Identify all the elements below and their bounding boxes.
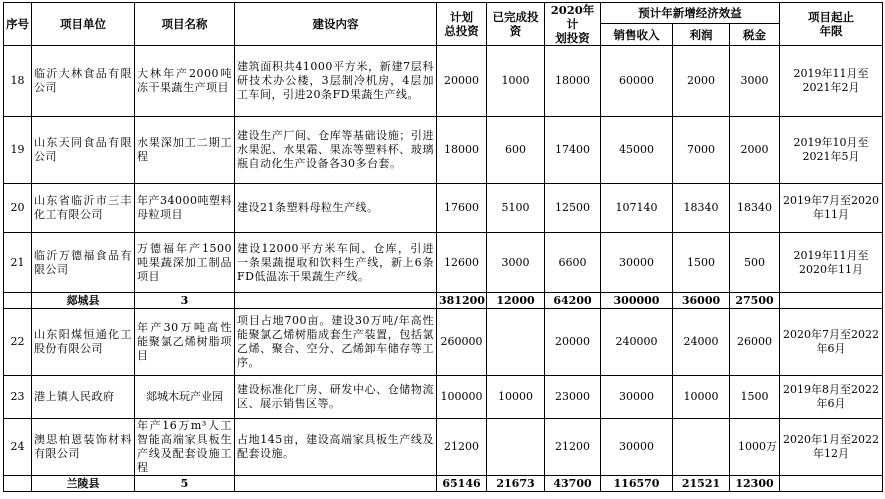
cell-seq: 21 (4, 233, 32, 293)
cell-tax: 18340 (730, 184, 780, 233)
cell-unit: 临沂万德福食品有限公司 (32, 233, 135, 293)
cell-period: 2019年7月至2020年11月 (780, 184, 883, 233)
cell-profit: 21521 (673, 476, 730, 492)
cell-profit: 24000 (673, 309, 730, 376)
cell-completed (487, 309, 545, 376)
table-row (4, 184, 883, 233)
cell-profit: 1500 (673, 233, 730, 293)
header-tax: 税金 (730, 24, 780, 46)
cell-plan-total: 20000 (437, 46, 487, 117)
cell-plan-total: 21200 (437, 419, 487, 476)
cell-completed: 10000 (487, 376, 545, 419)
cell-sales: 45000 (601, 117, 673, 184)
table-row (4, 117, 883, 184)
cell-unit: 山东天同食品有限公司 (32, 117, 135, 184)
cell-plan-2020: 18000 (545, 46, 601, 117)
cell-name: 年产30万吨高性能聚氯乙烯树脂项目 (135, 309, 235, 376)
cell-plan-2020: 12500 (545, 184, 601, 233)
cell-period: 2019年10月至2021年5月 (780, 117, 883, 184)
cell-completed: 5100 (487, 184, 545, 233)
cell-profit: 10000 (673, 376, 730, 419)
cell-unit: 山东省临沂市三丰化工有限公司 (32, 184, 135, 233)
cell-tax: 500 (730, 233, 780, 293)
header-benefit-group: 预计年新增经济效益 (601, 3, 780, 24)
cell-tax: 2000 (730, 117, 780, 184)
cell-completed: 1000 (487, 46, 545, 117)
cell-unit: 港上镇人民政府 (32, 376, 135, 419)
table-row (4, 309, 883, 376)
cell-seq: 20 (4, 184, 32, 233)
cell-sales: 107140 (601, 184, 673, 233)
cell-seq: 23 (4, 376, 32, 419)
cell-plan-total: 260000 (437, 309, 487, 376)
header-plan-total: 计划 总投资 (437, 3, 487, 46)
investment-table (3, 2, 883, 492)
cell-seq: 18 (4, 46, 32, 117)
cell-period: 2019年11月至2021年2月 (780, 46, 883, 117)
cell-plan-2020: 64200 (545, 293, 601, 309)
cell-sales: 116570 (601, 476, 673, 492)
header-profit: 利润 (673, 24, 730, 46)
cell-tax: 1500 (730, 376, 780, 419)
cell-sales: 30000 (601, 376, 673, 419)
cell-unit: 澳思柏恩装饰材料有限公司 (32, 419, 135, 476)
cell-seq: 22 (4, 309, 32, 376)
cell-plan-total: 12600 (437, 233, 487, 293)
cell-completed: 600 (487, 117, 545, 184)
cell-content: 建设生产厂间、仓库等基础设施；引进水果泥、水果霜、果冻等塑料杯、玻璃瓶自动化生产设备各30多台套。 (235, 117, 437, 184)
cell-name: 郯城木玩产业园 (135, 376, 235, 419)
table-row (4, 376, 883, 419)
cell-plan-total: 18000 (437, 117, 487, 184)
cell-period: 2019年8月至2022年6月 (780, 376, 883, 419)
cell-tax: 12300 (730, 476, 780, 492)
cell-tax: 3000 (730, 46, 780, 117)
cell-profit (673, 419, 730, 476)
cell-name: 年产16万m³人工智能高端家具板生产线及配套设施工程 (135, 419, 235, 476)
header-completed: 已完成投 资 (487, 3, 545, 46)
cell-name: 大林年产2000吨冻干果蔬生产项目 (135, 46, 235, 117)
header-plan-2020: 2020年计 划投资 (545, 3, 601, 46)
cell-profit: 18340 (673, 184, 730, 233)
table-row (4, 46, 883, 117)
subtotal-count: 3 (135, 293, 235, 309)
cell-content: 建设12000平方米车间、仓库，引进一条果蔬提取和饮料生产线，新上6条FD低温冻干果蔬生产线。 (235, 233, 437, 293)
cell-content: 建筑面积共41000平方米，新建7层科研技术办公楼，3层制冷机房，4层加工车间，引进20条FD果蔬生产线。 (235, 46, 437, 117)
cell-tax: 1000万 (730, 419, 780, 476)
header-content: 建设内容 (235, 3, 437, 46)
cell-seq: 24 (4, 419, 32, 476)
cell-plan-total: 381200 (437, 293, 487, 309)
header-unit: 项目单位 (32, 3, 135, 46)
cell-name: 水果深加工二期工程 (135, 117, 235, 184)
cell-profit: 7000 (673, 117, 730, 184)
subtotal-row (4, 293, 883, 309)
subtotal-count: 5 (135, 476, 235, 492)
cell-tax: 27500 (730, 293, 780, 309)
cell-plan-2020: 23000 (545, 376, 601, 419)
cell-content: 占地145亩，建设高端家具板生产线及配套设施。 (235, 419, 437, 476)
subtotal-row (4, 476, 883, 492)
cell-profit: 2000 (673, 46, 730, 117)
cell-plan-2020: 20000 (545, 309, 601, 376)
cell-content: 建设21条塑料母粒生产线。 (235, 184, 437, 233)
table-row (4, 233, 883, 293)
table-row (4, 419, 883, 476)
cell-content: 建设标准化厂房、研发中心、仓储物流区、展示销售区等。 (235, 376, 437, 419)
cell-plan-total: 100000 (437, 376, 487, 419)
cell-sales: 30000 (601, 233, 673, 293)
cell-plan-2020: 17400 (545, 117, 601, 184)
cell-plan-2020: 6600 (545, 233, 601, 293)
cell-sales: 60000 (601, 46, 673, 117)
cell-plan-total: 65146 (437, 476, 487, 492)
cell-name: 万德福年产1500吨果蔬深加工制品项目 (135, 233, 235, 293)
cell-plan-2020: 43700 (545, 476, 601, 492)
cell-period: 2020年1月至2022年12月 (780, 419, 883, 476)
header-period: 项目起止 年限 (780, 3, 883, 46)
cell-name: 年产34000吨塑料母粒项目 (135, 184, 235, 233)
cell-unit: 山东阳煤恒通化工股份有限公司 (32, 309, 135, 376)
cell-plan-total: 17600 (437, 184, 487, 233)
cell-seq: 19 (4, 117, 32, 184)
cell-completed: 21673 (487, 476, 545, 492)
cell-profit: 36000 (673, 293, 730, 309)
header-sales: 销售收入 (601, 24, 673, 46)
cell-sales: 300000 (601, 293, 673, 309)
cell-completed: 12000 (487, 293, 545, 309)
cell-period: 2020年7月至2022年6月 (780, 309, 883, 376)
header-name: 项目名称 (135, 3, 235, 46)
cell-completed: 3000 (487, 233, 545, 293)
cell-sales: 30000 (601, 419, 673, 476)
header-seq: 序号 (4, 3, 32, 46)
cell-content: 项目占地700亩。建设30万吨/年高性能聚氯乙烯树脂成套生产装置，包括氯乙烯、聚合、空分、乙烯卸车储存等工序。 (235, 309, 437, 376)
cell-completed (487, 419, 545, 476)
cell-plan-2020: 21200 (545, 419, 601, 476)
subtotal-county: 郯城县 (32, 293, 135, 309)
cell-unit: 临沂大林食品有限公司 (32, 46, 135, 117)
subtotal-county: 兰陵县 (32, 476, 135, 492)
cell-sales: 240000 (601, 309, 673, 376)
cell-tax: 26000 (730, 309, 780, 376)
cell-period: 2019年11月至2020年11月 (780, 233, 883, 293)
